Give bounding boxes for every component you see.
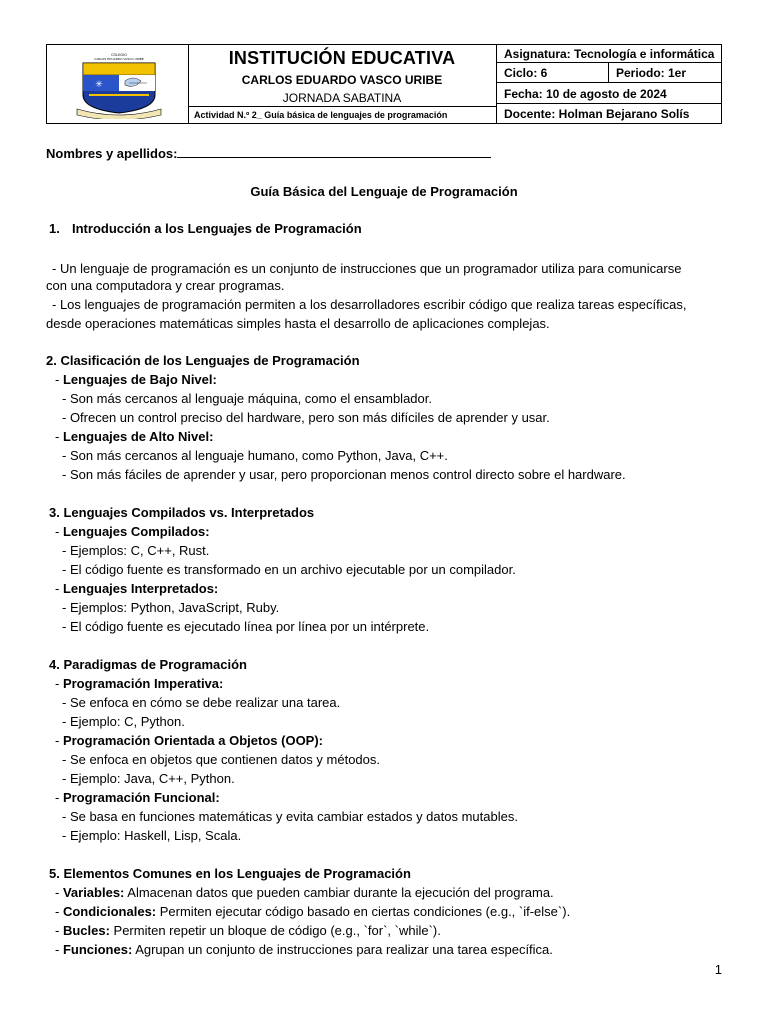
svg-text:CARLOS EDUARDO VASCO URIBE: CARLOS EDUARDO VASCO URIBE	[94, 57, 144, 61]
section-4-heading: 4. Paradigmas de Programación	[49, 657, 247, 672]
list-item: - Ejemplos: C, C++, Rust.	[62, 543, 210, 558]
subsection-label: - Lenguajes Interpretados:	[55, 581, 219, 596]
student-name-line	[46, 146, 491, 162]
svg-text:✳: ✳	[95, 80, 103, 90]
date-field: Fecha: 10 de agosto de 2024	[504, 87, 667, 101]
school-shift: JORNADA SABATINA	[282, 91, 402, 105]
subsection-label: - Lenguajes de Bajo Nivel:	[55, 372, 217, 387]
list-item: - Ejemplo: C, Python.	[62, 714, 185, 729]
list-item: - Son más fáciles de aprender y usar, pero proporcionan menos control directo sobre el hardware.	[62, 467, 626, 482]
section-2-heading: 2. Clasificación de los Lenguajes de Programación	[46, 353, 360, 368]
list-item: - Ejemplos: Python, JavaScript, Ruby.	[62, 600, 280, 615]
period-field: Periodo: 1er	[616, 66, 687, 80]
school-name: CARLOS EDUARDO VASCO URIBE	[241, 73, 443, 87]
subsection-label: - Programación Orientada a Objetos (OOP):	[55, 733, 324, 748]
list-item: - Ejemplo: Java, C++, Python.	[62, 771, 235, 786]
section-3-heading: 3. Lenguajes Compilados vs. Interpretados	[49, 505, 315, 520]
list-item: - Se enfoca en cómo se debe realizar una tarea.	[62, 695, 341, 710]
document-title: Guía Básica del Lenguaje de Programación	[250, 184, 518, 199]
subsection-label: - Programación Funcional:	[55, 790, 220, 805]
section-1-number: 1.	[49, 221, 60, 236]
list-item: - Se enfoca en objetos que contienen datos y métodos.	[62, 752, 380, 767]
subsection-label: - Lenguajes de Alto Nivel:	[55, 429, 214, 444]
document-header-table	[46, 44, 722, 124]
list-item: - Se basa en funciones matemáticas y evita cambiar estados y datos mutables.	[62, 809, 518, 824]
list-item: - Funciones: Agrupan un conjunto de instrucciones para realizar una tarea específica.	[55, 942, 553, 957]
list-item: - Condicionales: Permiten ejecutar código basado en ciertas condiciones (e.g., `if-else`).	[55, 904, 571, 919]
section-5-heading: 5. Elementos Comunes en los Lenguajes de Programación	[49, 866, 411, 881]
list-item: - Variables: Almacenan datos que pueden cambiar durante la ejecución del programa.	[55, 885, 554, 900]
list-item: - Ejemplo: Haskell, Lisp, Scala.	[62, 828, 242, 843]
list-item: - Son más cercanos al lenguaje humano, como Python, Java, C++.	[62, 448, 448, 463]
paragraph-line: - Un lenguaje de programación es un conjunto de instrucciones que un programador utiliza para comunicarse	[52, 261, 682, 276]
subject-field: Asignatura: Tecnología e informática	[504, 47, 715, 61]
svg-text:COLEGIO: COLEGIO	[111, 53, 127, 57]
list-item: - Bucles: Permiten repetir un bloque de código (e.g., `for`, `while`).	[55, 923, 441, 938]
list-item: - Ofrecen un control preciso del hardware, pero son más difíciles de aprender y usar.	[62, 410, 550, 425]
paragraph-line: con una computadora y crear programas.	[46, 278, 285, 293]
institution-title: INSTITUCIÓN EDUCATIVA	[228, 48, 456, 68]
section-1-heading: Introducción a los Lenguajes de Programación	[72, 221, 362, 236]
student-name-blank	[177, 146, 491, 158]
subsection-label: - Lenguajes Compilados:	[55, 524, 210, 539]
cycle-field: Ciclo: 6	[504, 66, 548, 80]
list-item: - El código fuente es ejecutado línea por línea por un intérprete.	[62, 619, 430, 634]
activity-title: Actividad N.º 2_ Guía básica de lenguajes de programación	[194, 110, 448, 120]
list-item: - Son más cercanos al lenguaje máquina, como el ensamblador.	[62, 391, 432, 406]
school-crest-icon	[69, 51, 169, 119]
paragraph-line: desde operaciones matemáticas simples hasta el desarrollo de aplicaciones complejas.	[46, 316, 550, 331]
teacher-field: Docente: Holman Bejarano Solís	[504, 107, 690, 121]
student-name-label: Nombres y apellidos:	[46, 146, 178, 161]
paragraph-line: - Los lenguajes de programación permiten a los desarrolladores escribir código que realiza tareas específicas,	[52, 297, 687, 312]
subsection-label: - Programación Imperativa:	[55, 676, 224, 691]
page-number: 1	[714, 962, 722, 977]
list-item: - El código fuente es transformado en un archivo ejecutable por un compilador.	[62, 562, 516, 577]
